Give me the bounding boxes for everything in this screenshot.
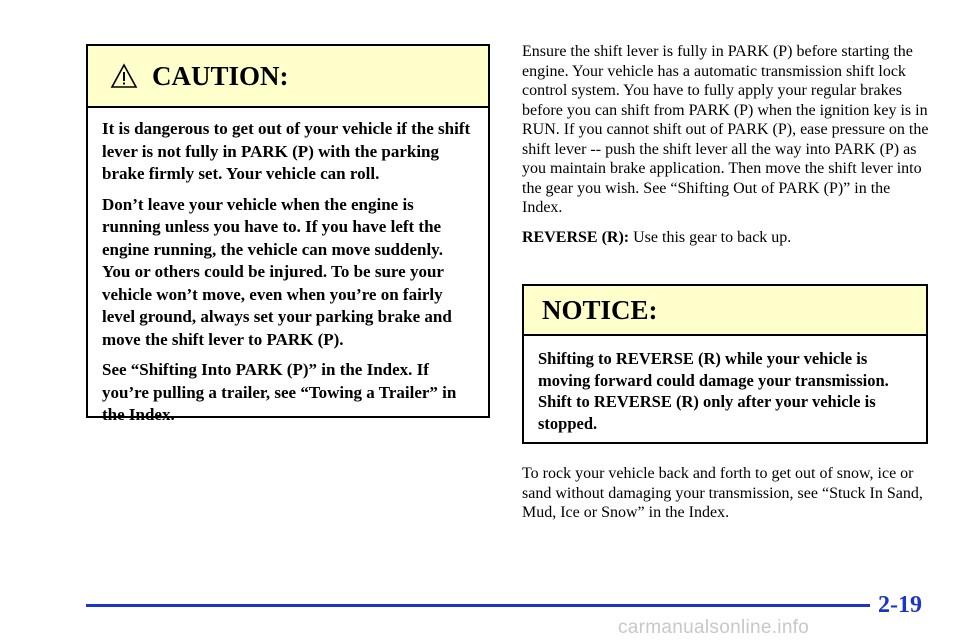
caution-box xyxy=(86,44,490,424)
notice-body xyxy=(524,336,926,434)
rock-vehicle-paragraph: To rock your vehicle back and forth to get out of snow, ice or sand without damaging your transmission, see “Stuck In Sand, Mud, Ice or Snow” in the Index. xyxy=(522,465,923,521)
footer-rule xyxy=(86,604,870,607)
notice-text: Shifting to REVERSE (R) while your vehicle is moving forward could damage your transmission. Shift to REVERSE (R) only after your vehicle is stopped. xyxy=(538,349,889,433)
reverse-label: REVERSE (R): xyxy=(522,228,630,246)
shift-lock-paragraph: Ensure the shift lever is fully in PARK (P) before starting the engine. Your vehicle has a automatic transmission shift lock control system. You have to fully apply your regular brakes before you can shift from PARK (P) when the ignition key is in RUN. If you cannot shift out of PARK (P), ease pressure on the shift lever -- push the shift lever all the way into PARK (P) as you maintain brake application. Then move the shift lever into the gear you wish. See “Shifting Out of PARK (P)” in the Index. xyxy=(522,43,929,216)
reverse-text: Use this gear to back up. xyxy=(629,228,792,246)
caution-paragraph: Don’t leave your vehicle when the engine is running unless you have to. If you have left the engine running, the vehicle can move suddenly. You or others could be injured. To be sure your vehicle won’t move, even when you’re on fairly level ground, always set your parking brake and move the shift lever to PARK (P). xyxy=(102,194,452,349)
notice-box xyxy=(522,284,928,444)
watermark: carmanualsonline.info xyxy=(618,617,810,638)
caution-paragraph: It is dangerous to get out of your vehicle if the shift lever is not fully in PARK (P) with the parking brake firmly set. Your vehicle can roll. xyxy=(102,119,471,183)
reverse-paragraph xyxy=(522,228,934,248)
notice-title: NOTICE: xyxy=(542,294,658,325)
caution-header xyxy=(88,46,488,108)
caution-body xyxy=(88,108,488,427)
page-number: 2-19 xyxy=(878,592,922,618)
caution-paragraph: See “Shifting Into PARK (P)” in the Index. If you’re pulling a trailer, see “Towing a Trailer” in the Index. xyxy=(102,360,457,424)
right-column xyxy=(522,42,934,247)
notice-header xyxy=(524,286,926,336)
caution-title: CAUTION: xyxy=(152,60,289,91)
warning-triangle-icon xyxy=(110,63,138,89)
